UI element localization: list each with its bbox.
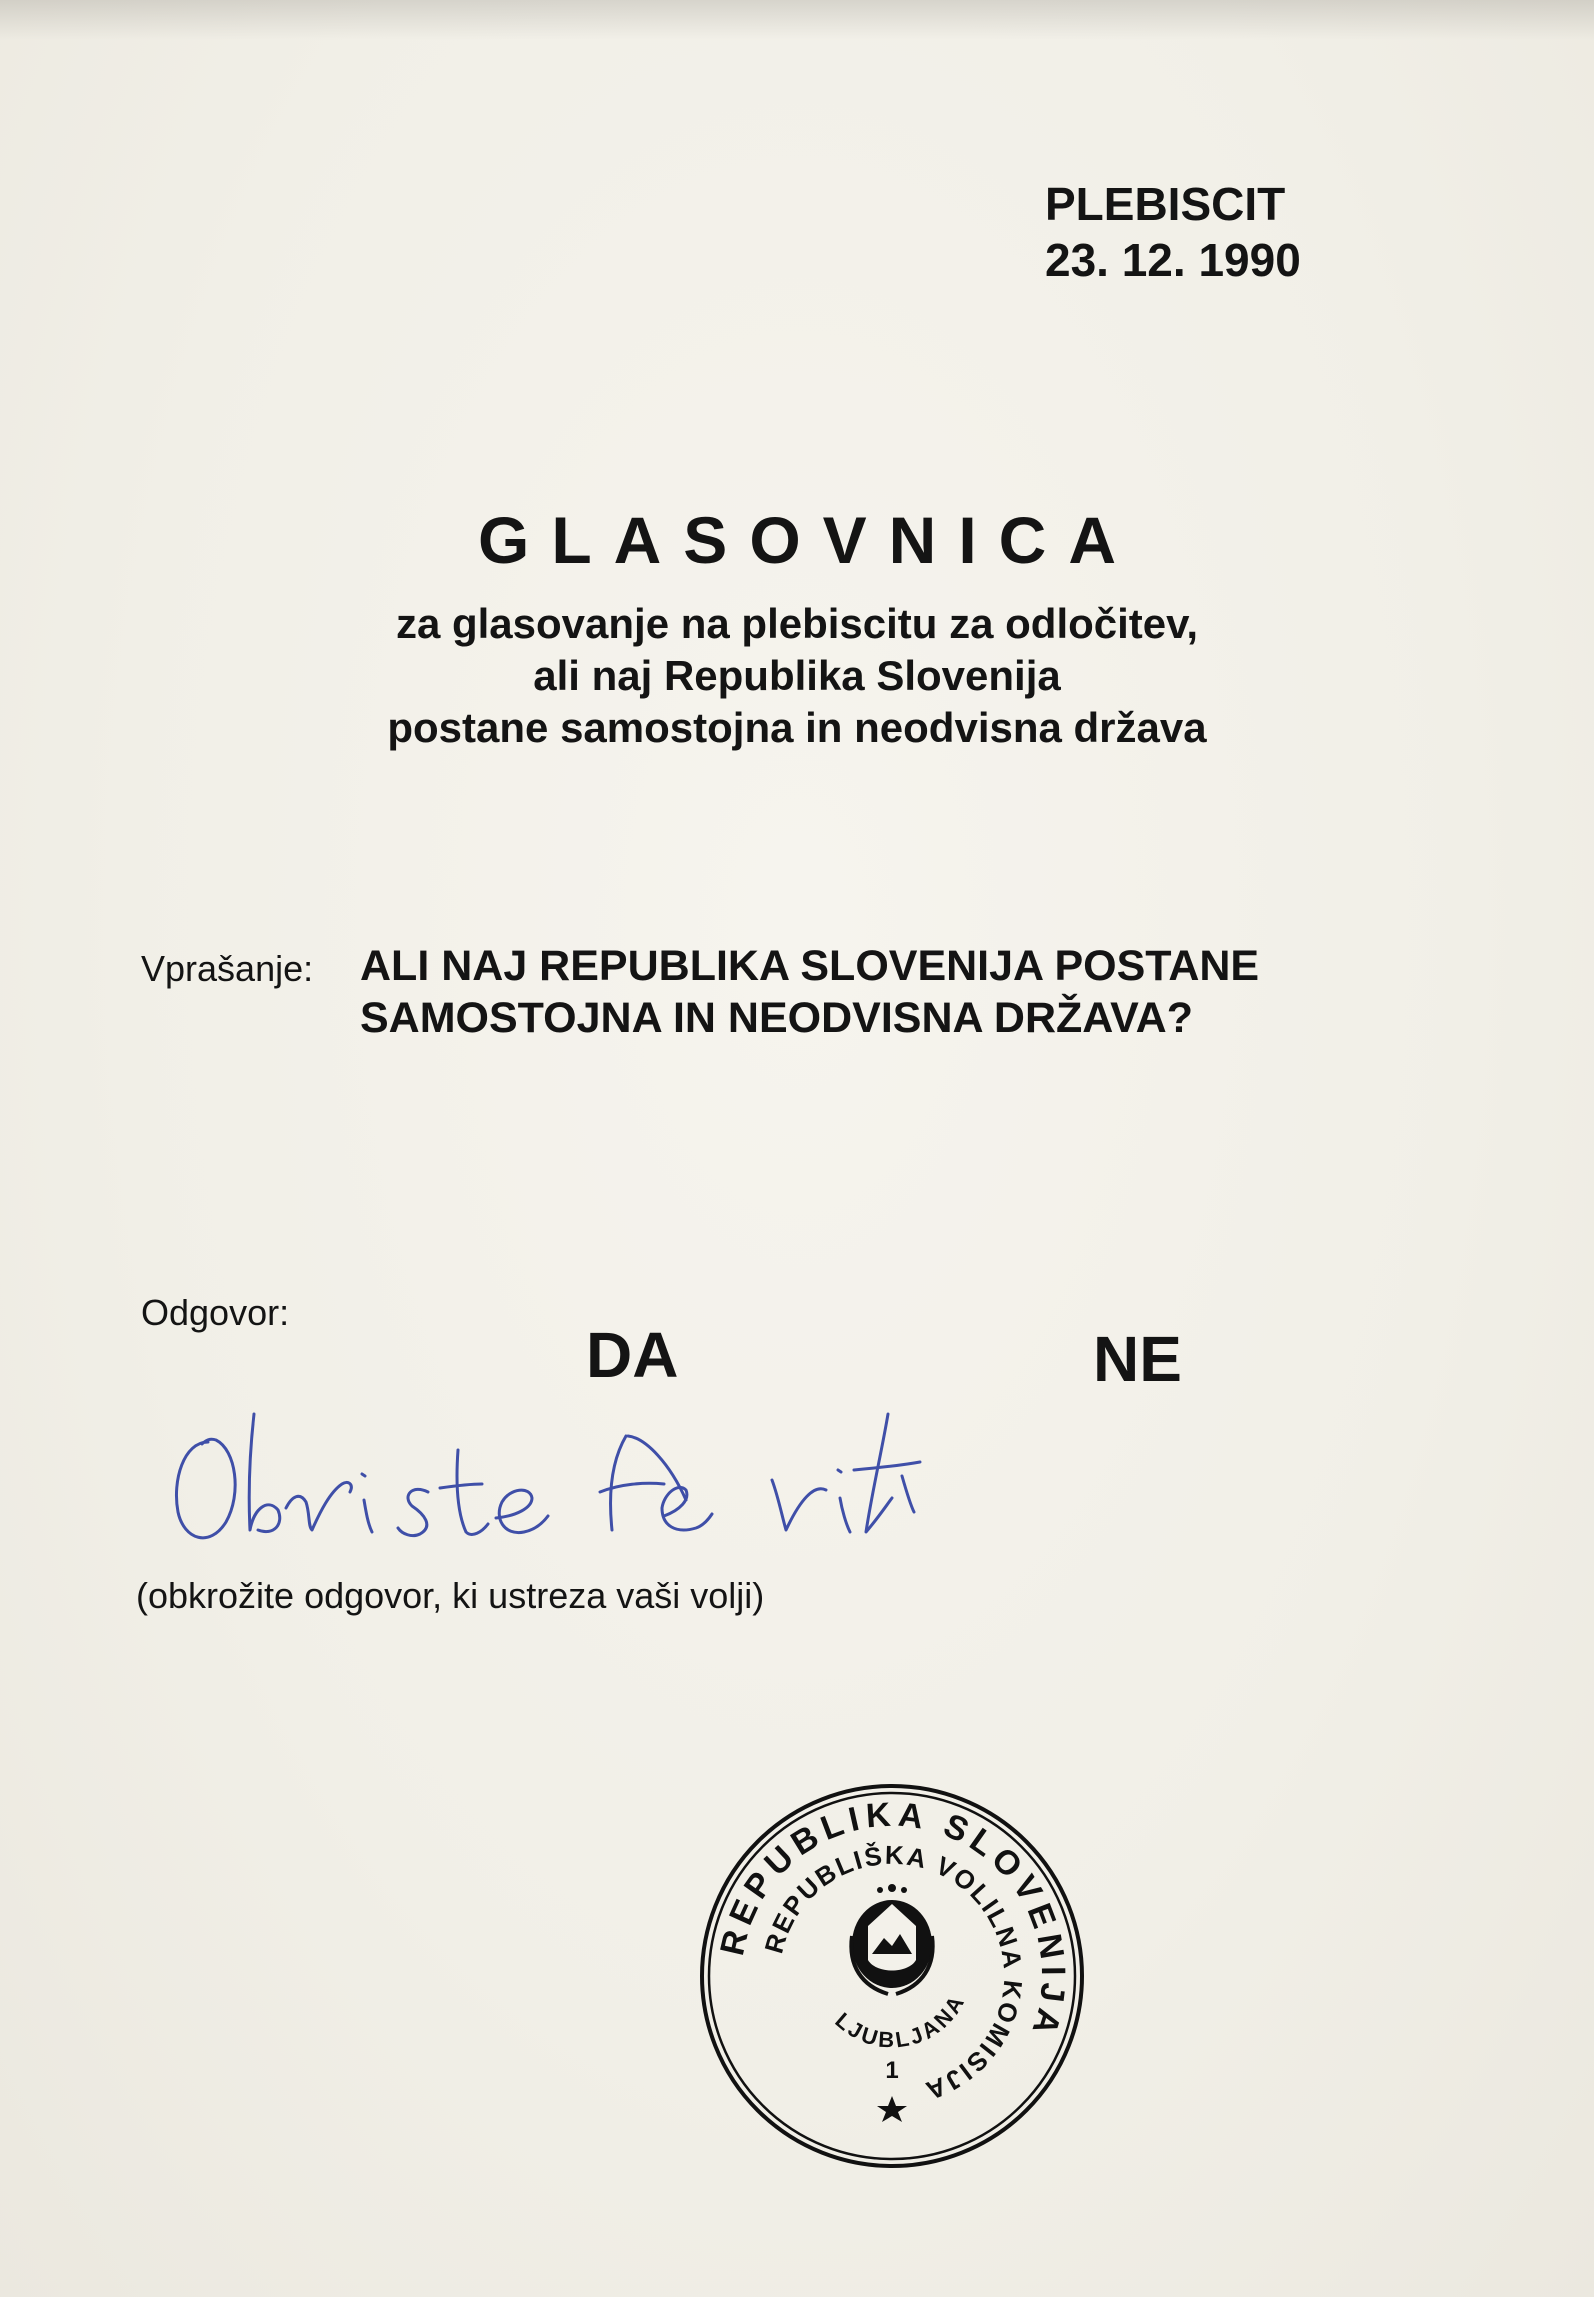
seal-number: 1	[885, 2057, 899, 2084]
subtitle-line-2: ali naj Republika Slovenija	[533, 652, 1061, 699]
svg-text:LJUBLJANA	[831, 1989, 971, 2053]
ballot-subtitle	[0, 598, 1594, 754]
plebiscite-date: 23. 12. 1990	[1045, 234, 1301, 286]
subtitle-line-3: postane samostojna in neodvisna država	[387, 704, 1207, 751]
seal-inner-text: REPUBLIŠKA VOLILNA KOMISIJA	[758, 1839, 1029, 2107]
plebiscite-header	[1045, 176, 1301, 288]
answer-option-no[interactable]: NE	[1093, 1323, 1182, 1395]
ballot-title: GLASOVNICA	[477, 503, 1139, 577]
question-label: Vprašanje:	[141, 948, 314, 989]
scan-edge-shadow	[0, 0, 1594, 40]
seal-outer-text: REPUBLIKA SLOVENIJA	[713, 1795, 1073, 2045]
subtitle-line-1: za glasovanje na plebiscitu za odločitev,	[395, 600, 1199, 647]
coat-of-arms-icon	[851, 1884, 932, 1994]
star-icon	[877, 2096, 907, 2122]
answer-instruction: (obkrožite odgovor, ki ustreza vaši volji)	[136, 1575, 765, 1616]
answer-option-yes[interactable]: DA	[586, 1319, 679, 1391]
question-line-1: ALI NAJ REPUBLIKA SLOVENIJA POSTANE	[360, 942, 1260, 990]
handwritten-scribble	[150, 1380, 1150, 1580]
plebiscite-label: PLEBISCIT	[1045, 178, 1286, 230]
answer-label: Odgovor:	[141, 1292, 290, 1333]
seal-city-text: LJUBLJANA	[830, 1989, 971, 2053]
official-stamp-seal	[692, 1776, 1092, 2176]
question-text	[360, 940, 1259, 1044]
question-line-2: SAMOSTOJNA IN NEODVISNA DRŽAVA?	[360, 994, 1193, 1042]
